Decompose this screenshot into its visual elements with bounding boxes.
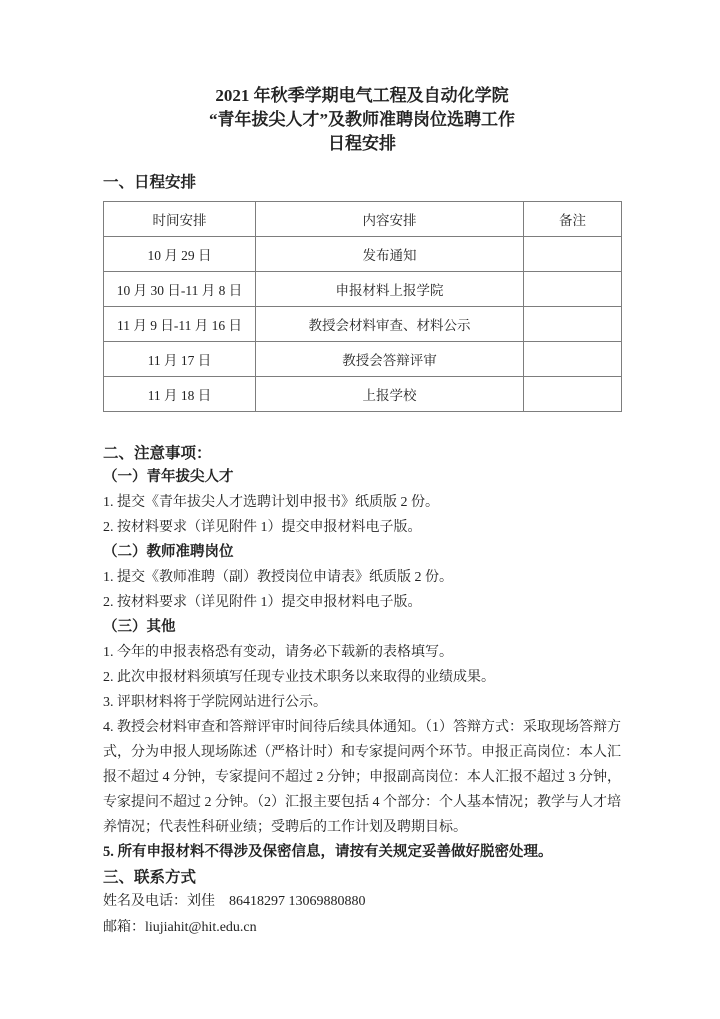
note-item: 1. 今年的申报表格恐有变动，请务必下载新的表格填写。 bbox=[103, 645, 453, 660]
note-item-defense-details: 4. 教授会材料审查和答辩评审时间待后续具体通知。（1）答辩方式：采取现场答辩方式，分为申报人现场陈述（严格计时）和专家提问两个环节。申报正高岗位：本人汇报不超过 4 分钟，专家提问不超过 2 分钟；申报副高岗位：本人汇报不超过 3 分钟，专家提问不超过 2 分钟。（2）汇报主要包括 4 个部分：个人基本情况；教学与人才培养情况；代表性科研业绩；受聘后的工作计划及聘期目标。 bbox=[103, 720, 621, 835]
table-header-row bbox=[104, 202, 622, 237]
note-item: 1. 提交《青年拔尖人才选聘计划申报书》纸质版 2 份。 bbox=[103, 495, 439, 510]
cell-content: 发布通知 bbox=[256, 237, 524, 272]
table-row bbox=[104, 377, 622, 412]
note-group-heading: （三）其他 bbox=[103, 619, 176, 635]
cell-remark bbox=[524, 272, 622, 307]
note-group-heading: （一）青年拔尖人才 bbox=[103, 469, 234, 485]
note-group-young-talent bbox=[103, 465, 621, 540]
note-item: 2. 按材料要求（详见附件 1）提交申报材料电子版。 bbox=[103, 520, 422, 535]
note-item-security: 5. 所有申报材料不得涉及保密信息，请按有关规定妥善做好脱密处理。 bbox=[103, 844, 553, 860]
note-item: 1. 提交《教师准聘（副）教授岗位申请表》纸质版 2 份。 bbox=[103, 570, 453, 585]
title-line-3: 日程安排 bbox=[328, 134, 396, 153]
note-group-teacher-position bbox=[103, 540, 621, 615]
table-header-time: 时间安排 bbox=[104, 202, 256, 237]
cell-remark bbox=[524, 342, 622, 377]
section-heading-notes: 二、注意事项： bbox=[103, 445, 212, 462]
table-header-content: 内容安排 bbox=[256, 202, 524, 237]
cell-content: 教授会材料审查、材料公示 bbox=[256, 307, 524, 342]
table-header-remark: 备注 bbox=[524, 202, 622, 237]
table-row bbox=[104, 307, 622, 342]
cell-remark bbox=[524, 237, 622, 272]
contact-email: 邮箱：liujiahit@hit.edu.cn bbox=[103, 920, 257, 935]
document-content bbox=[103, 84, 621, 941]
table-row bbox=[104, 237, 622, 272]
cell-time: 11 月 18 日 bbox=[104, 377, 256, 412]
cell-content: 教授会答辩评审 bbox=[256, 342, 524, 377]
cell-remark bbox=[524, 377, 622, 412]
note-group-other bbox=[103, 615, 621, 840]
title-line-1: 2021 年秋季学期电气工程及自动化学院 bbox=[215, 86, 509, 105]
note-item: 2. 此次申报材料须填写任现专业技术职务以来取得的业绩成果。 bbox=[103, 670, 495, 685]
title-line-2: “青年拔尖人才”及教师准聘岗位选聘工作 bbox=[209, 110, 515, 129]
cell-time: 10 月 30 日-11 月 8 日 bbox=[104, 272, 256, 307]
table-row bbox=[104, 342, 622, 377]
section-heading-contact: 三、联系方式 bbox=[103, 869, 197, 886]
document-title bbox=[103, 84, 621, 156]
note-item: 3. 评职材料将于学院网站进行公示。 bbox=[103, 695, 327, 710]
section-heading-schedule: 一、日程安排 bbox=[103, 174, 197, 191]
cell-time: 10 月 29 日 bbox=[104, 237, 256, 272]
cell-content: 上报学校 bbox=[256, 377, 524, 412]
note-item: 2. 按材料要求（详见附件 1）提交申报材料电子版。 bbox=[103, 595, 422, 610]
contact-name-phone: 姓名及电话：刘佳 86418297 13069880880 bbox=[103, 894, 366, 909]
table-row bbox=[104, 272, 622, 307]
note-group-heading: （二）教师准聘岗位 bbox=[103, 544, 234, 560]
cell-remark bbox=[524, 307, 622, 342]
cell-time: 11 月 9 日-11 月 16 日 bbox=[104, 307, 256, 342]
cell-time: 11 月 17 日 bbox=[104, 342, 256, 377]
schedule-table bbox=[103, 201, 622, 412]
cell-content: 申报材料上报学院 bbox=[256, 272, 524, 307]
